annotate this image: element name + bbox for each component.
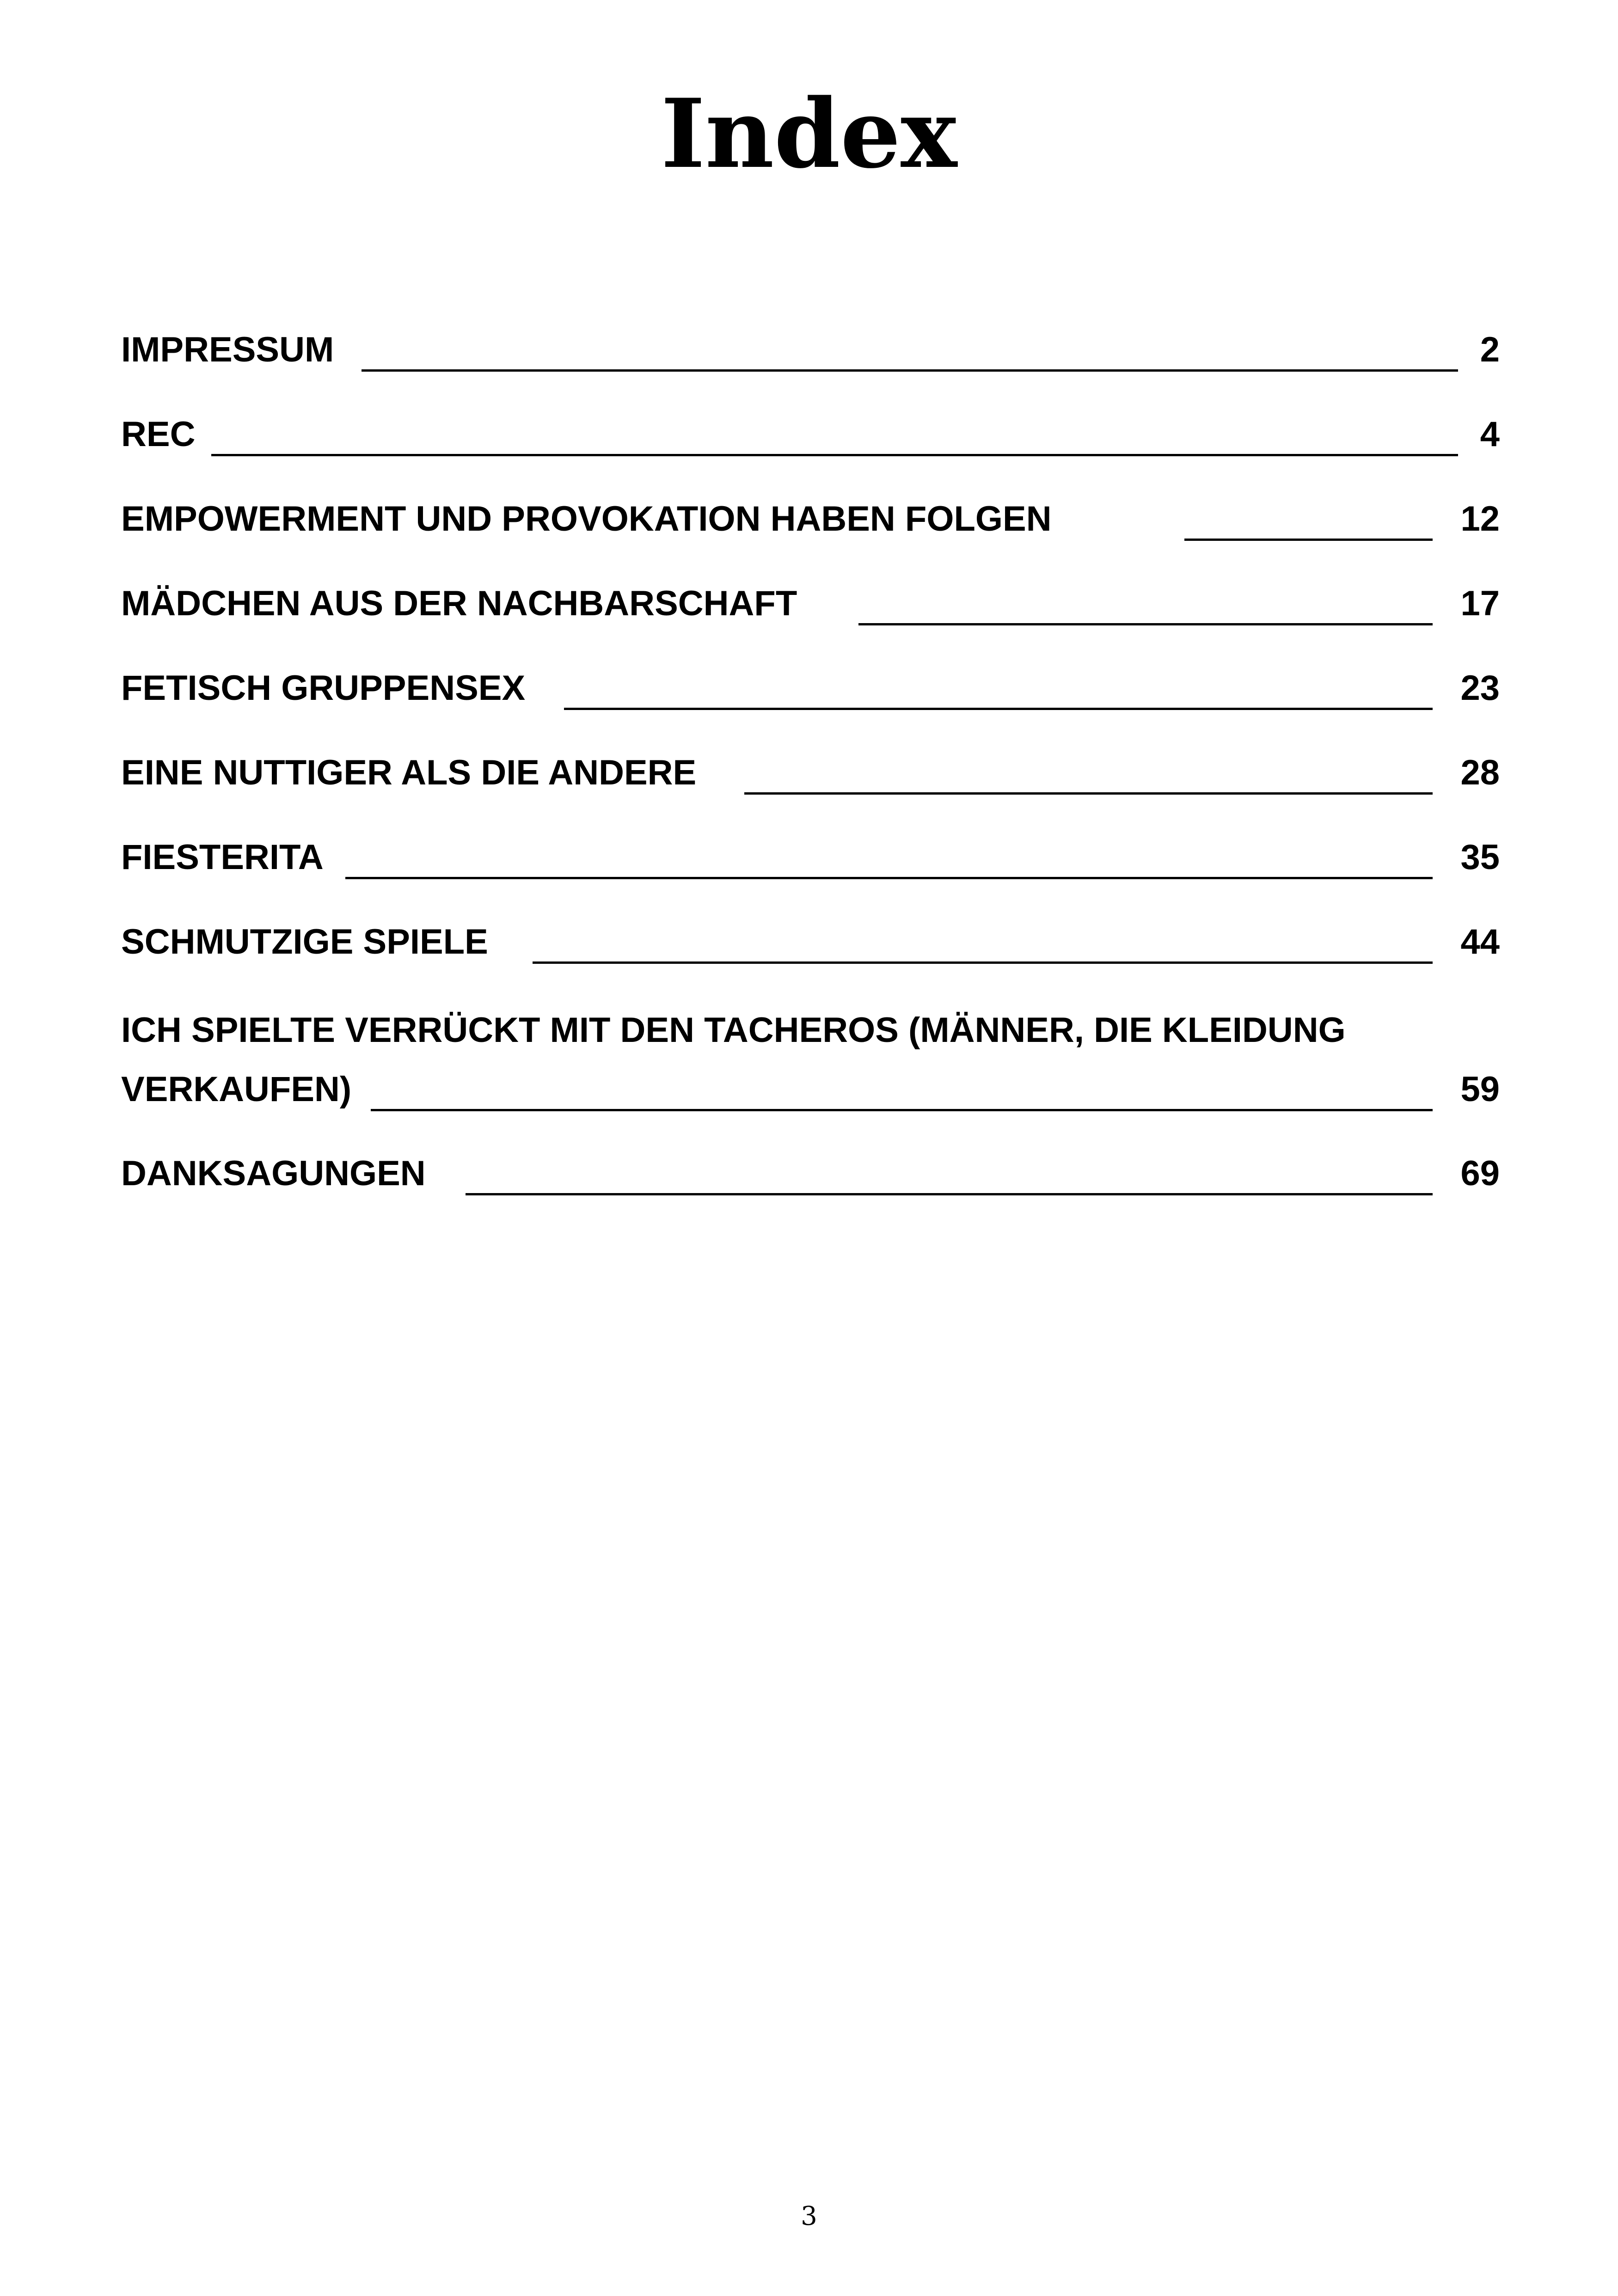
toc-entry-ich-spielte[interactable]	[121, 1010, 1500, 1119]
toc-entry-page: 28	[1460, 753, 1500, 792]
toc-entry-eine-nuttiger[interactable]	[121, 753, 1500, 802]
toc-entry-page: 69	[1460, 1154, 1500, 1193]
toc-entry-danksagungen[interactable]	[121, 1154, 1500, 1203]
toc-entry-page: 23	[1460, 668, 1500, 708]
toc-leader-line	[564, 708, 1433, 710]
toc-entry-page: 44	[1460, 922, 1500, 961]
toc-entry-page: 17	[1460, 584, 1500, 623]
toc-entry-maedchen[interactable]	[121, 584, 1500, 633]
toc-leader-line	[744, 792, 1433, 795]
toc-entry-rec[interactable]	[121, 417, 1500, 464]
page-title: Index	[661, 79, 957, 190]
toc-leader-line	[211, 454, 1458, 456]
toc-entry-impressum[interactable]	[121, 330, 1500, 379]
toc-leader-line	[371, 1109, 1433, 1111]
toc-entry-label: EINE NUTTIGER ALS DIE ANDERE	[121, 752, 696, 794]
toc-leader-line	[345, 877, 1433, 879]
toc-entry-page: 12	[1460, 499, 1500, 539]
toc-entry-schmutzige-spiele[interactable]	[121, 922, 1500, 971]
toc-leader-line	[362, 369, 1458, 372]
toc-entry-empowerment[interactable]	[121, 499, 1500, 548]
toc-entry-label: FETISCH GRUPPENSEX	[121, 667, 533, 709]
toc-entry-label: REC	[121, 414, 203, 455]
toc-entry-label: IMPRESSUM	[121, 329, 342, 371]
toc-leader-line	[533, 961, 1433, 964]
page-number: 3	[801, 2201, 817, 2231]
toc-entry-page: 59	[1460, 1070, 1500, 1109]
toc-entry-fiesterita[interactable]	[121, 840, 1500, 887]
toc-leader-line	[858, 623, 1433, 625]
toc-entry-label-line2: VERKAUFEN)	[121, 1069, 351, 1110]
toc-entry-label: EMPOWERMENT UND PROVOKATION HABEN FOLGEN	[121, 498, 1060, 540]
toc-entry-label-line1: ICH SPIELTE VERRÜCKT MIT DEN TACHEROS (MÄNNER, DIE KLEIDUNG	[121, 1010, 1346, 1050]
toc-entry-label: MÄDCHEN AUS DER NACHBARSCHAFT	[121, 583, 797, 625]
toc-leader-line	[1184, 539, 1433, 541]
toc-leader-line	[466, 1193, 1433, 1195]
toc-entry-fetisch[interactable]	[121, 668, 1500, 717]
toc-entry-page: 35	[1460, 838, 1500, 877]
toc-entry-page: 4	[1480, 415, 1500, 454]
toc-entry-label: DANKSAGUNGEN	[121, 1153, 434, 1194]
toc-entry-page: 2	[1480, 330, 1500, 369]
toc-entry-label: SCHMUTZIGE SPIELE	[121, 921, 507, 963]
toc-entry-label: FIESTERITA	[121, 837, 332, 878]
